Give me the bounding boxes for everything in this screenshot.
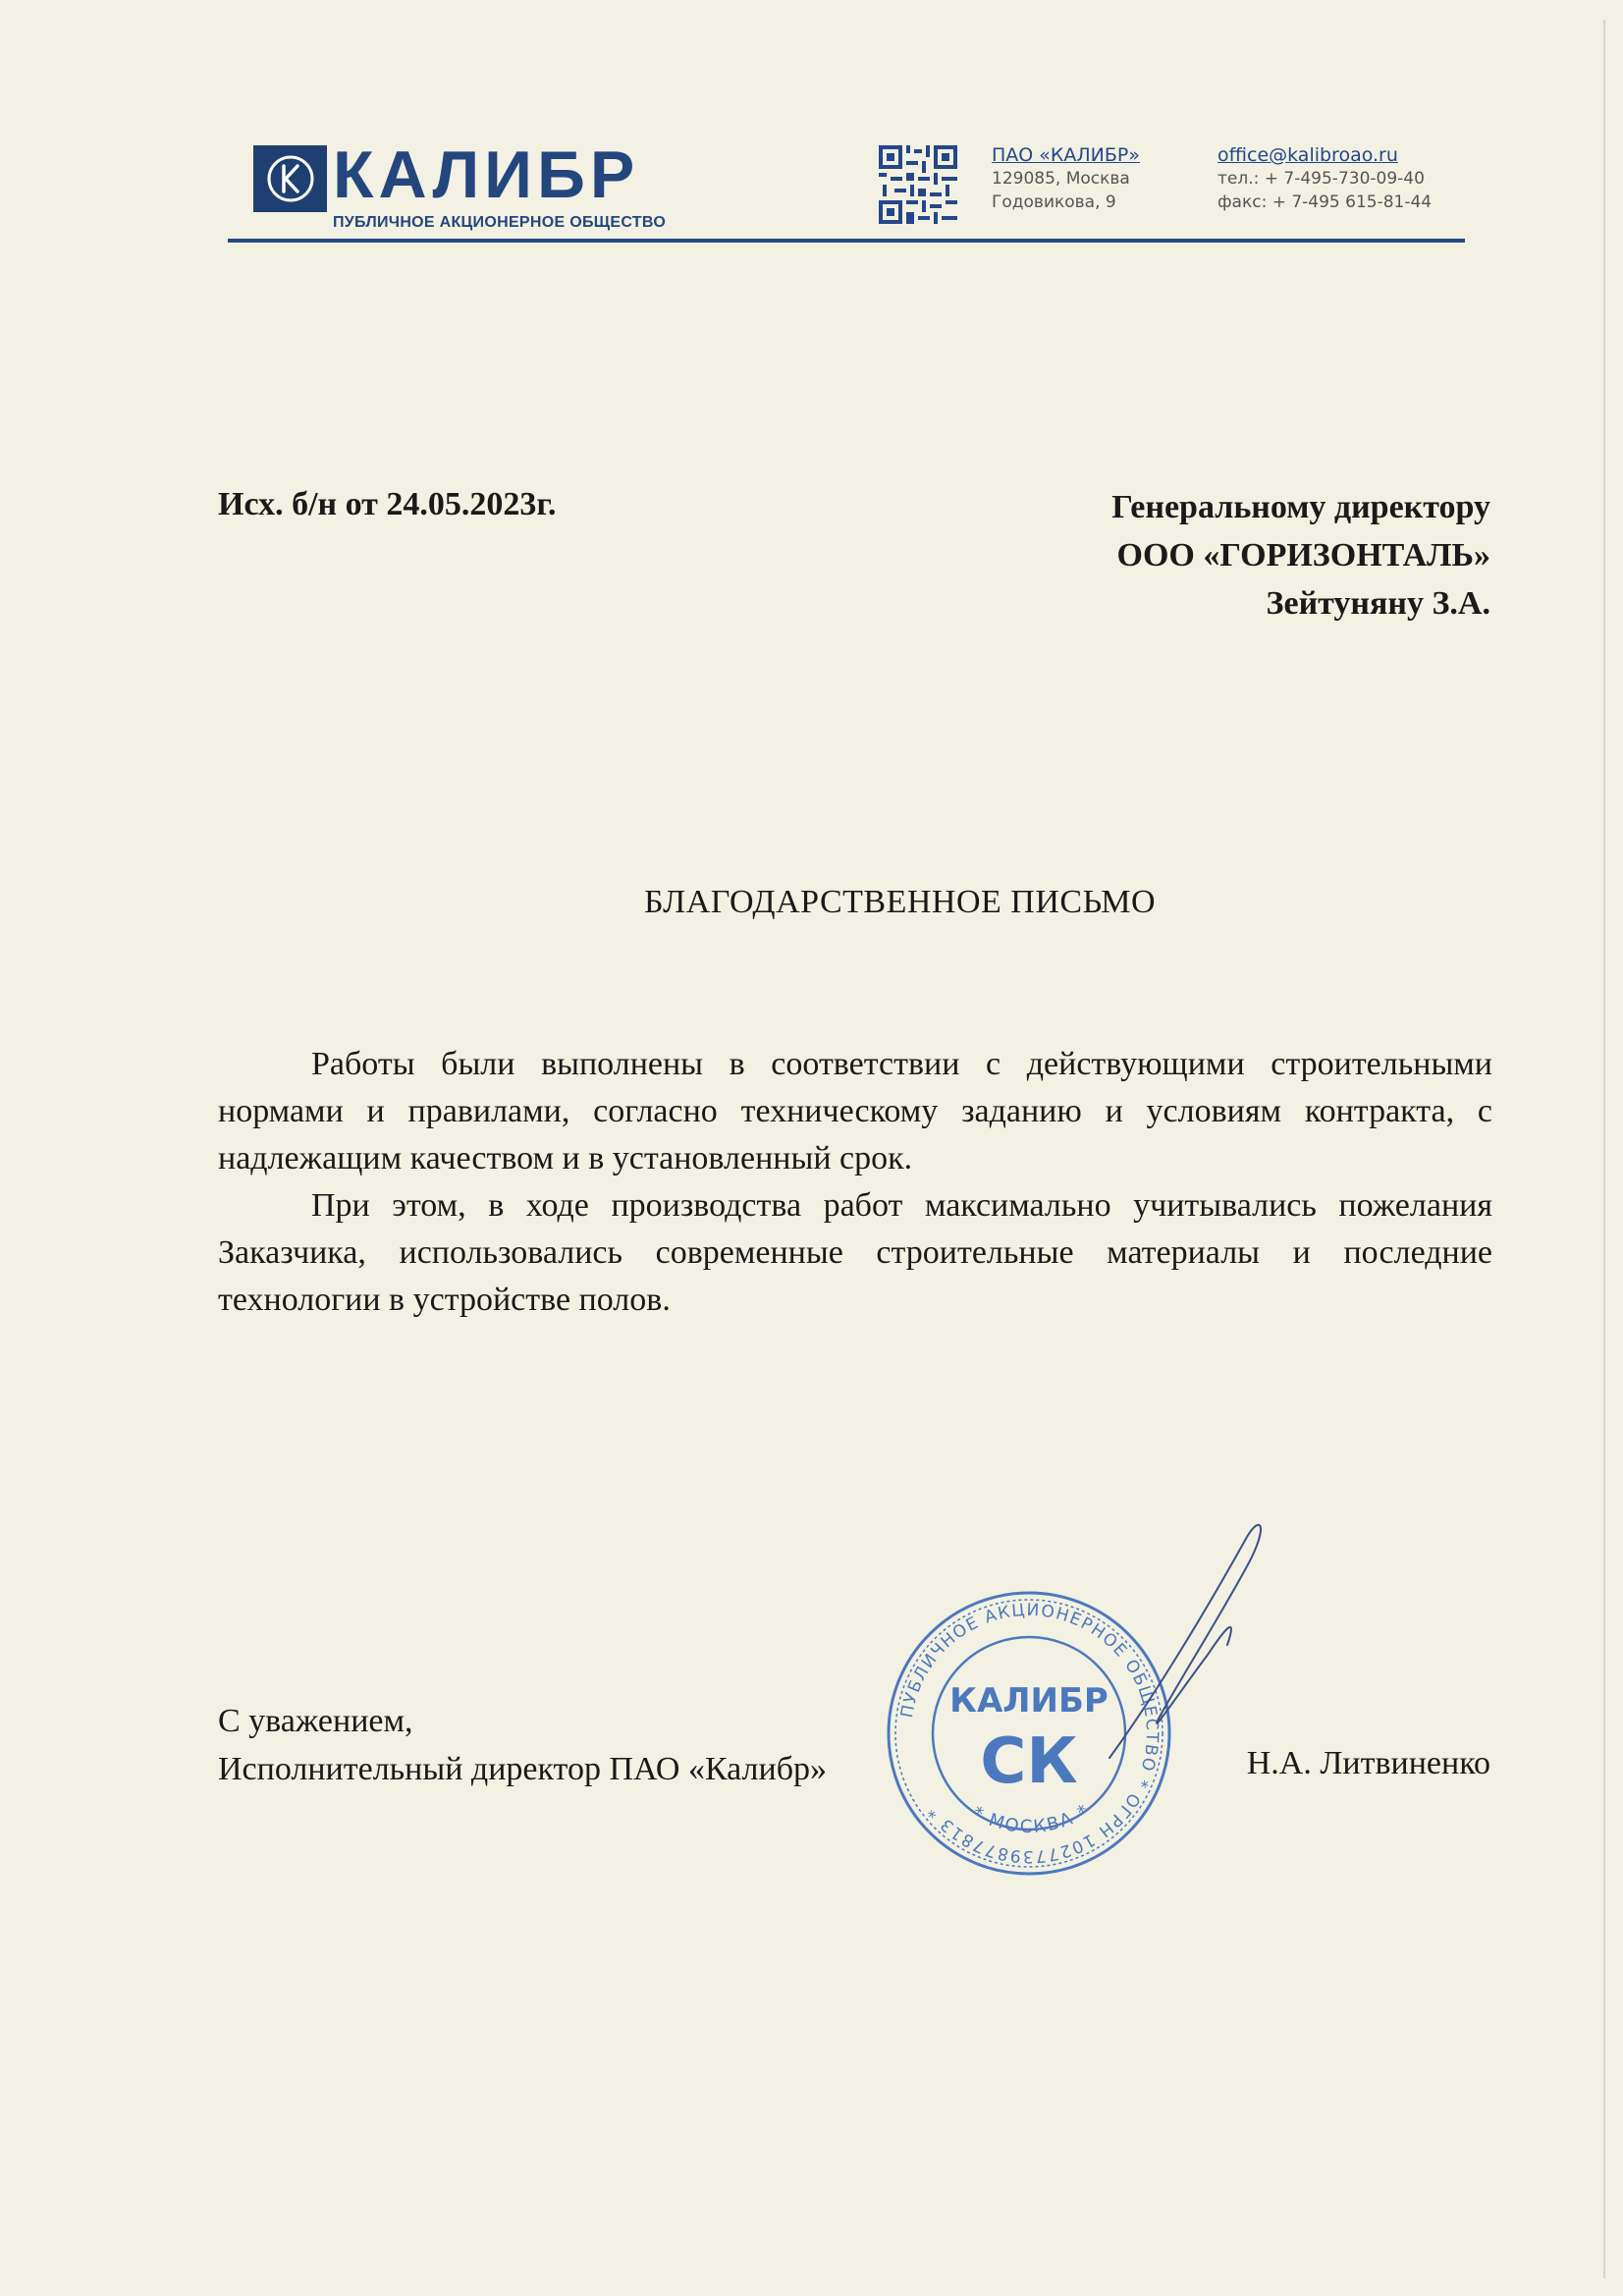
company-address xyxy=(992,143,1140,214)
address-line: 129085, Москва xyxy=(992,169,1130,189)
regards-text: С уважением, xyxy=(218,1703,413,1739)
svg-text:КАЛИБР: КАЛИБР xyxy=(949,1681,1109,1721)
body-paragraph: При этом, в ходе производства работ максимально учитывались пожелания Заказчика, использовались современные строительные материалы и последние технологии в устройстве полов. xyxy=(218,1187,1492,1318)
svg-text:ПУБЛИЧНОЕ АКЦИОНЕРНОЕ ОБЩЕСТВО: ПУБЛИЧНОЕ АКЦИОНЕРНОЕ ОБЩЕСТВО * ОГРН 1027739877813 * xyxy=(896,1600,1163,1867)
addressee-name: Зейтуняну З.А. xyxy=(1266,585,1490,622)
logo-k-icon xyxy=(253,145,327,212)
letterhead-divider xyxy=(228,239,1465,243)
scan-edge xyxy=(1603,20,1605,2278)
email-link[interactable]: office@kalibroao.ru xyxy=(1217,144,1398,166)
letter-title: БЛАГОДАРСТВЕННОЕ ПИСЬМО xyxy=(643,884,1157,920)
closing-block xyxy=(218,1697,827,1793)
company-subtitle: ПУБЛИЧНОЕ АКЦИОНЕРНОЕ ОБЩЕСТВО xyxy=(333,214,667,231)
qr-code-icon xyxy=(879,145,957,224)
phone-number: тел.: + 7-495-730-09-40 xyxy=(1217,169,1425,189)
letter-body xyxy=(218,1041,1492,1324)
fax-number: факс: + 7-495 615-81-44 xyxy=(1217,192,1433,212)
body-paragraph: Работы были выполнены в соответствии с действующими строительными нормами и правилами, согласно техническому заданию и условиям контракта, с надлежащим качеством и в установленный срок. xyxy=(218,1046,1492,1176)
company-name: КАЛИБР xyxy=(333,137,640,212)
signer-position: Исполнительный директор ПАО «Калибр» xyxy=(218,1751,828,1787)
outgoing-number: Исх. б/н от 24.05.2023г. xyxy=(218,486,557,522)
addressee-position: Генеральному директору xyxy=(1111,489,1490,525)
company-logo xyxy=(253,137,667,232)
handwritten-signature xyxy=(1090,1507,1286,1763)
address-line: Годовикова, 9 xyxy=(992,192,1116,212)
addressee-company: ООО «ГОРИЗОНТАЛЬ» xyxy=(1116,537,1490,574)
svg-text:* МОСКВА *: * МОСКВА * xyxy=(968,1799,1095,1838)
addressee-block xyxy=(1111,483,1490,628)
svg-text:СК: СК xyxy=(980,1725,1078,1798)
signer-name: Н.А. Литвиненко xyxy=(1246,1745,1490,1781)
company-legal-name[interactable]: ПАО «КАЛИБР» xyxy=(992,144,1141,166)
company-contacts xyxy=(1217,143,1432,214)
